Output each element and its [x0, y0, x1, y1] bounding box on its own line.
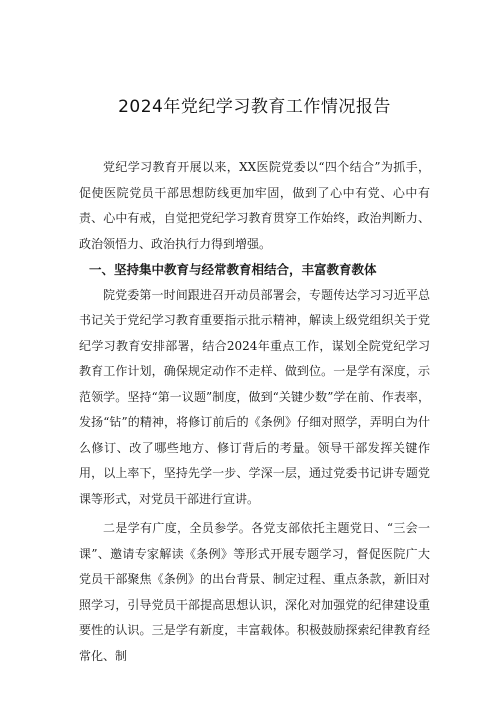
- section-heading: 一、坚持集中教育与经常教育相结合，丰富教育教体: [89, 262, 377, 277]
- intro-paragraph: 党纪学习教育开展以来，XX医院党委以“四个结合”为抓手，促使医院党员干部思想防线更加牢固，做到了心中有党、心中有责、心中有戒，自觉把党纪学习教育贯穿工作始终，政治判断力、政治领悟力、政治执行力得到增强。: [79, 160, 430, 251]
- body-paragraph: 二是学有广度，全员参学。各党支部依托主题党日、“三会一课”、邀请专家解读《条例》等形式开展专题学习，督促医院广大党员干部聚焦《条例》的出台背景、制定过程、重点条款，新旧对照学习，引导党员干部提高思想认识，深化对加强党的纪律建设重要性的认识。三是学有新度，丰富载体。积极鼓励探索纪律教育经常化、制: [79, 521, 430, 663]
- body-paragraph: 院党委第一时间跟进召开动员部署会，专题传达学习习近平总书记关于党纪学习教育重要指示批示精神，解读上级党组织关于党纪学习教育安排部署，结合2024年重点工作，谋划全院党纪学习教育工作计划，确保规定动作不走样、做到位。一是学有深度，示范领学。坚持“第一议题”制度，做到“关键少数”学在前、作表率，发扬“钻”的精神，将修订前后的《条例》仔细对照学，弄明白为什么修订、改了哪些地方、修订背后的考量。领导干部发挥关键作用，以上率下，坚持先学一步、学深一层，通过党委书记讲专题党课等形式，对党员干部进行宣讲。: [79, 287, 430, 506]
- document-title: 2024年党纪学习教育工作情况报告: [118, 97, 391, 117]
